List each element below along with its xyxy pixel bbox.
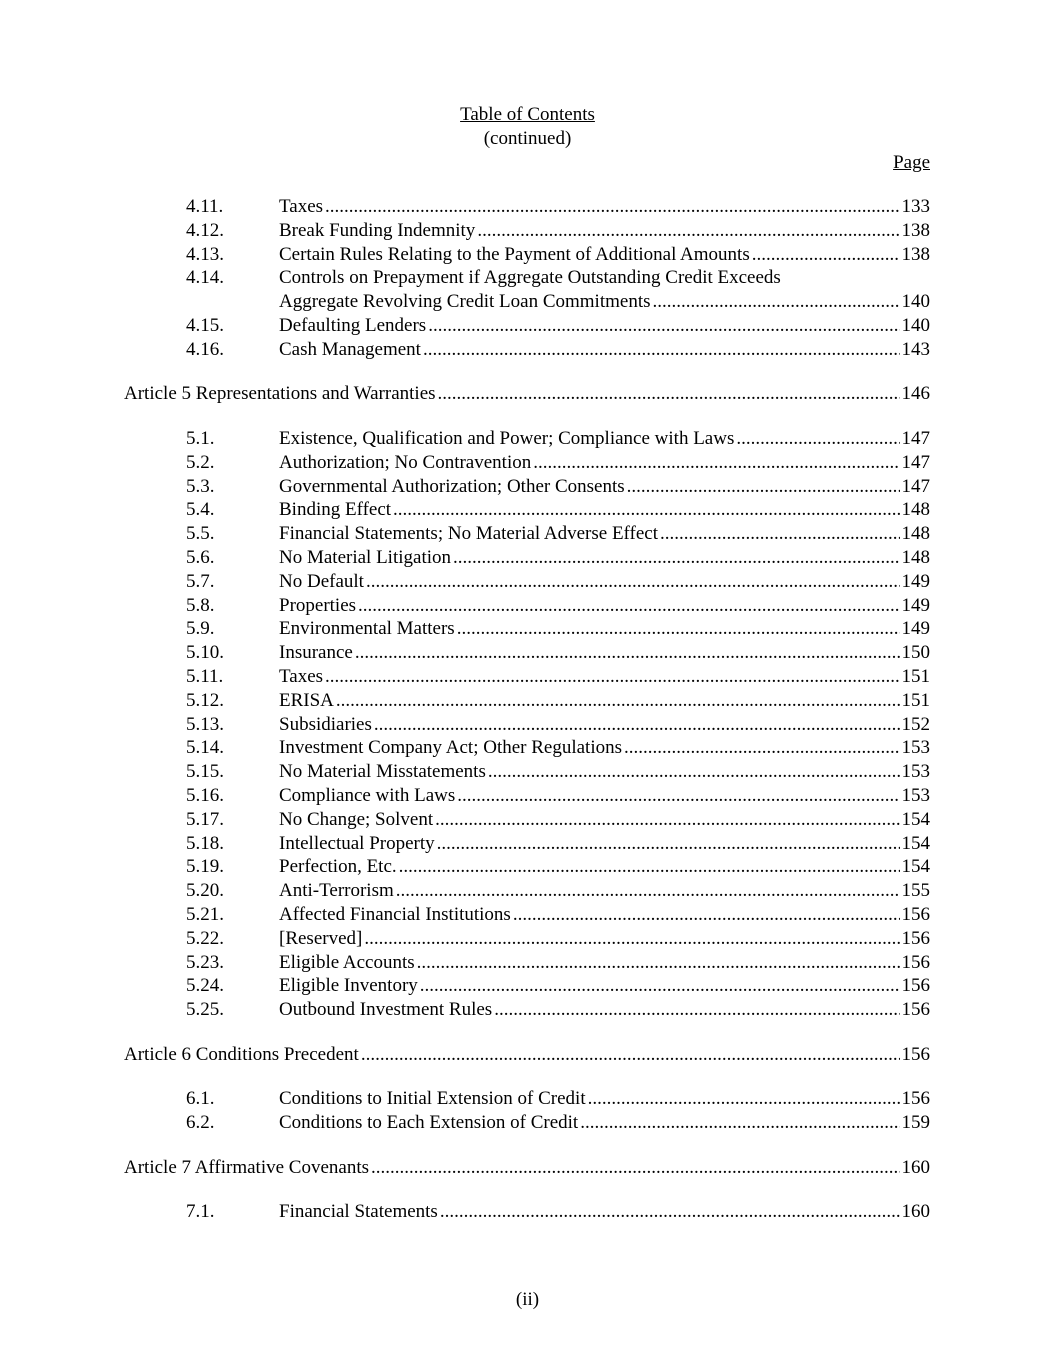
dot-leader — [752, 243, 900, 267]
section-title: Eligible Inventory — [279, 975, 418, 997]
section-title: No Default — [279, 570, 364, 592]
section-page: 154 — [901, 856, 930, 878]
section-number: 4.13. — [186, 243, 224, 265]
section-page: 159 — [901, 1112, 930, 1134]
dot-leader — [488, 760, 900, 784]
toc-entry[interactable] — [0, 713, 1055, 737]
dot-leader — [437, 832, 900, 856]
dot-leader — [533, 451, 899, 475]
section-title: Eligible Accounts — [279, 951, 415, 973]
section-title: ERISA — [279, 689, 334, 711]
section-number: 5.5. — [186, 523, 215, 545]
section-page: 148 — [901, 546, 930, 568]
section-number: 6.2. — [186, 1112, 215, 1134]
toc-entry[interactable] — [0, 760, 1055, 784]
page-number-footer: (ii) — [515, 1289, 540, 1310]
dot-leader — [660, 522, 899, 546]
section-number: 5.16. — [186, 784, 224, 806]
section-page: 149 — [901, 618, 930, 640]
dot-leader — [325, 195, 899, 219]
section-number: 5.12. — [186, 689, 224, 711]
section-page: 156 — [901, 927, 930, 949]
section-page: 143 — [901, 338, 930, 360]
toc-entry[interactable] — [0, 855, 1055, 879]
toc-entry[interactable] — [0, 451, 1055, 475]
section-page: 155 — [901, 880, 930, 902]
toc-entry[interactable] — [0, 879, 1055, 903]
dot-leader — [423, 338, 900, 362]
section-page: 153 — [901, 737, 930, 759]
section-title: Subsidiaries — [279, 713, 372, 735]
section-number: 5.8. — [186, 594, 215, 616]
toc-entry[interactable] — [0, 594, 1055, 618]
toc-entry[interactable] — [0, 951, 1055, 975]
section-page: 152 — [901, 713, 930, 735]
toc-entry[interactable] — [0, 195, 1055, 219]
section-number: 5.24. — [186, 975, 224, 997]
dot-leader — [361, 1043, 900, 1067]
toc-entry[interactable] — [0, 570, 1055, 594]
section-title: Authorization; No Contravention — [279, 451, 532, 473]
section-title: Compliance with Laws — [279, 784, 456, 806]
section-title: [Reserved] — [279, 927, 363, 949]
section-number: 4.15. — [186, 314, 224, 336]
dot-leader — [428, 314, 899, 338]
section-title-line2: Aggregate Revolving Credit Loan Commitments — [279, 291, 651, 313]
toc-entry[interactable] — [0, 498, 1055, 522]
section-number: 5.21. — [186, 903, 224, 925]
section-number: 4.11. — [186, 196, 224, 217]
article-page: 156 — [901, 1043, 930, 1065]
section-page: 154 — [901, 808, 930, 830]
toc-entry[interactable] — [0, 475, 1055, 499]
section-title: Properties — [279, 594, 357, 616]
dot-leader — [420, 974, 900, 998]
toc-entry[interactable] — [0, 808, 1055, 832]
section-page: 138 — [901, 243, 930, 265]
section-page: 153 — [901, 784, 930, 806]
toc-entry[interactable] — [0, 219, 1055, 243]
section-title: No Material Misstatements — [279, 761, 486, 783]
toc-entry[interactable] — [0, 832, 1055, 856]
section-number: 5.25. — [186, 999, 224, 1021]
section-title: Environmental Matters — [279, 618, 455, 640]
section-title: Conditions to Each Extension of Credit — [279, 1112, 579, 1134]
toc-entry[interactable] — [0, 974, 1055, 998]
dot-leader — [457, 617, 900, 641]
dot-leader — [513, 903, 900, 927]
section-page: 154 — [901, 832, 930, 854]
dot-leader — [396, 879, 900, 903]
section-title: No Change; Solvent — [279, 808, 434, 830]
toc-entry[interactable] — [0, 998, 1055, 1022]
section-number: 5.23. — [186, 951, 224, 973]
section-number: 5.19. — [186, 856, 224, 878]
toc-article-entry[interactable] — [0, 1043, 1055, 1067]
toc-entry[interactable] — [0, 903, 1055, 927]
section-page: 156 — [901, 1088, 930, 1110]
dot-leader — [477, 219, 899, 243]
dot-leader — [580, 1111, 899, 1135]
section-page: 140 — [901, 291, 930, 313]
section-page: 160 — [901, 1201, 930, 1223]
dot-leader — [453, 546, 899, 570]
section-number: 5.11. — [186, 665, 224, 687]
section-number: 5.15. — [186, 761, 224, 783]
section-title: Insurance — [279, 642, 353, 664]
section-page: 147 — [901, 451, 930, 473]
section-number: 4.14. — [186, 267, 224, 289]
section-page: 151 — [901, 665, 930, 687]
section-number: 5.17. — [186, 808, 224, 830]
dot-leader — [374, 713, 900, 737]
toc-entry[interactable] — [0, 689, 1055, 713]
section-title: Outbound Investment Rules — [279, 999, 493, 1021]
dot-leader — [393, 498, 899, 522]
dot-leader — [588, 1087, 900, 1111]
section-title: Anti-Terrorism — [279, 880, 394, 902]
toc-article-entry[interactable] — [0, 382, 1055, 406]
section-title-line1: Controls on Prepayment if Aggregate Outstanding Credit Exceeds — [279, 267, 781, 289]
section-page: 156 — [901, 951, 930, 973]
article-page: 146 — [901, 383, 930, 405]
section-title: Governmental Authorization; Other Consents — [279, 475, 625, 497]
section-title: Binding Effect — [279, 499, 392, 521]
section-title: Intellectual Property — [279, 832, 435, 854]
dot-leader — [371, 1156, 899, 1180]
dot-leader — [736, 427, 899, 451]
section-page: 133 — [901, 196, 930, 217]
section-number: 4.12. — [186, 219, 224, 241]
section-number: 5.18. — [186, 832, 224, 854]
section-title: Existence, Qualification and Power; Compliance with Laws — [279, 427, 735, 449]
section-number: 5.13. — [186, 713, 224, 735]
section-page: 156 — [901, 975, 930, 997]
dot-leader — [440, 1200, 900, 1224]
section-title: Financial Statements — [279, 1201, 438, 1223]
section-number: 7.1. — [186, 1201, 215, 1223]
section-number: 6.1. — [186, 1088, 215, 1110]
toc-entry[interactable] — [0, 927, 1055, 951]
dot-leader — [624, 736, 899, 760]
section-number: 5.4. — [186, 499, 215, 521]
toc-entry[interactable] — [0, 665, 1055, 689]
toc-entry[interactable] — [0, 243, 1055, 267]
toc-entry[interactable] — [0, 784, 1055, 808]
section-page: 140 — [901, 314, 930, 336]
section-title: Defaulting Lenders — [279, 314, 427, 336]
section-title: Financial Statements; No Material Adverse Effect — [279, 523, 659, 545]
section-page: 156 — [901, 999, 930, 1021]
section-page: 153 — [901, 761, 930, 783]
dot-leader — [653, 290, 900, 314]
dot-leader — [358, 594, 899, 618]
toc-entry[interactable] — [0, 1200, 1055, 1224]
section-number: 5.20. — [186, 880, 224, 902]
section-page: 148 — [901, 523, 930, 545]
section-page: 147 — [901, 475, 930, 497]
section-title: Perfection, Etc. — [279, 856, 397, 878]
section-title: Taxes — [279, 665, 324, 687]
dot-leader — [399, 855, 900, 879]
section-title: Certain Rules Relating to the Payment of Additional Amounts — [279, 243, 750, 265]
toc-entry[interactable] — [0, 522, 1055, 546]
dot-leader — [417, 951, 900, 975]
section-number: 5.3. — [186, 475, 215, 497]
section-title: Investment Company Act; Other Regulations — [279, 737, 623, 759]
article-title: Article 7 Affirmative Covenants — [124, 1156, 370, 1178]
toc-entry[interactable] — [0, 266, 1055, 314]
toc-entry[interactable] — [0, 546, 1055, 570]
dot-leader — [457, 784, 899, 808]
dot-leader — [355, 641, 900, 665]
toc-entry[interactable] — [0, 314, 1055, 338]
dot-leader — [364, 927, 899, 951]
section-page: 149 — [901, 570, 930, 592]
section-number: 5.7. — [186, 570, 215, 592]
toc-entry[interactable] — [0, 338, 1055, 362]
section-title: Affected Financial Institutions — [279, 903, 511, 925]
article-page: 160 — [901, 1156, 930, 1178]
section-page: 148 — [901, 499, 930, 521]
dot-leader — [494, 998, 899, 1022]
section-number: 5.6. — [186, 546, 215, 568]
dot-leader — [435, 808, 899, 832]
toc-entry[interactable] — [0, 1111, 1055, 1135]
article-title: Article 6 Conditions Precedent — [124, 1043, 359, 1065]
section-number: 5.9. — [186, 618, 215, 640]
toc-entry[interactable] — [0, 736, 1055, 760]
section-page: 150 — [901, 642, 930, 664]
section-title: Break Funding Indemnity — [279, 219, 476, 241]
section-page: 147 — [901, 427, 930, 449]
dot-leader — [627, 475, 900, 499]
dot-leader — [438, 382, 900, 406]
toc-list — [0, 195, 1055, 1224]
toc-article-entry[interactable] — [0, 1156, 1055, 1180]
toc-entry[interactable] — [0, 1087, 1055, 1111]
section-number: 5.14. — [186, 737, 224, 759]
section-number: 4.16. — [186, 338, 224, 360]
section-number: 5.2. — [186, 451, 215, 473]
dot-leader — [325, 665, 899, 689]
section-number: 5.22. — [186, 927, 224, 949]
section-title: No Material Litigation — [279, 546, 452, 568]
section-page: 151 — [901, 689, 930, 711]
toc-entry[interactable] — [0, 641, 1055, 665]
toc-entry[interactable] — [0, 617, 1055, 641]
section-page: 138 — [901, 219, 930, 241]
page-column-label: Page — [893, 152, 930, 173]
section-title: Taxes — [279, 196, 324, 217]
toc-entry[interactable] — [0, 427, 1055, 451]
section-number: 5.1. — [186, 427, 215, 449]
dot-leader — [336, 689, 900, 713]
section-title: Cash Management — [279, 338, 421, 360]
toc-title: Table of Contents — [460, 104, 595, 125]
section-page: 156 — [901, 903, 930, 925]
section-number: 5.10. — [186, 642, 224, 664]
section-page: 149 — [901, 594, 930, 616]
toc-subtitle: (continued) — [483, 128, 572, 149]
article-title: Article 5 Representations and Warranties — [124, 383, 436, 405]
dot-leader — [366, 570, 900, 594]
section-title: Conditions to Initial Extension of Credit — [279, 1088, 586, 1110]
